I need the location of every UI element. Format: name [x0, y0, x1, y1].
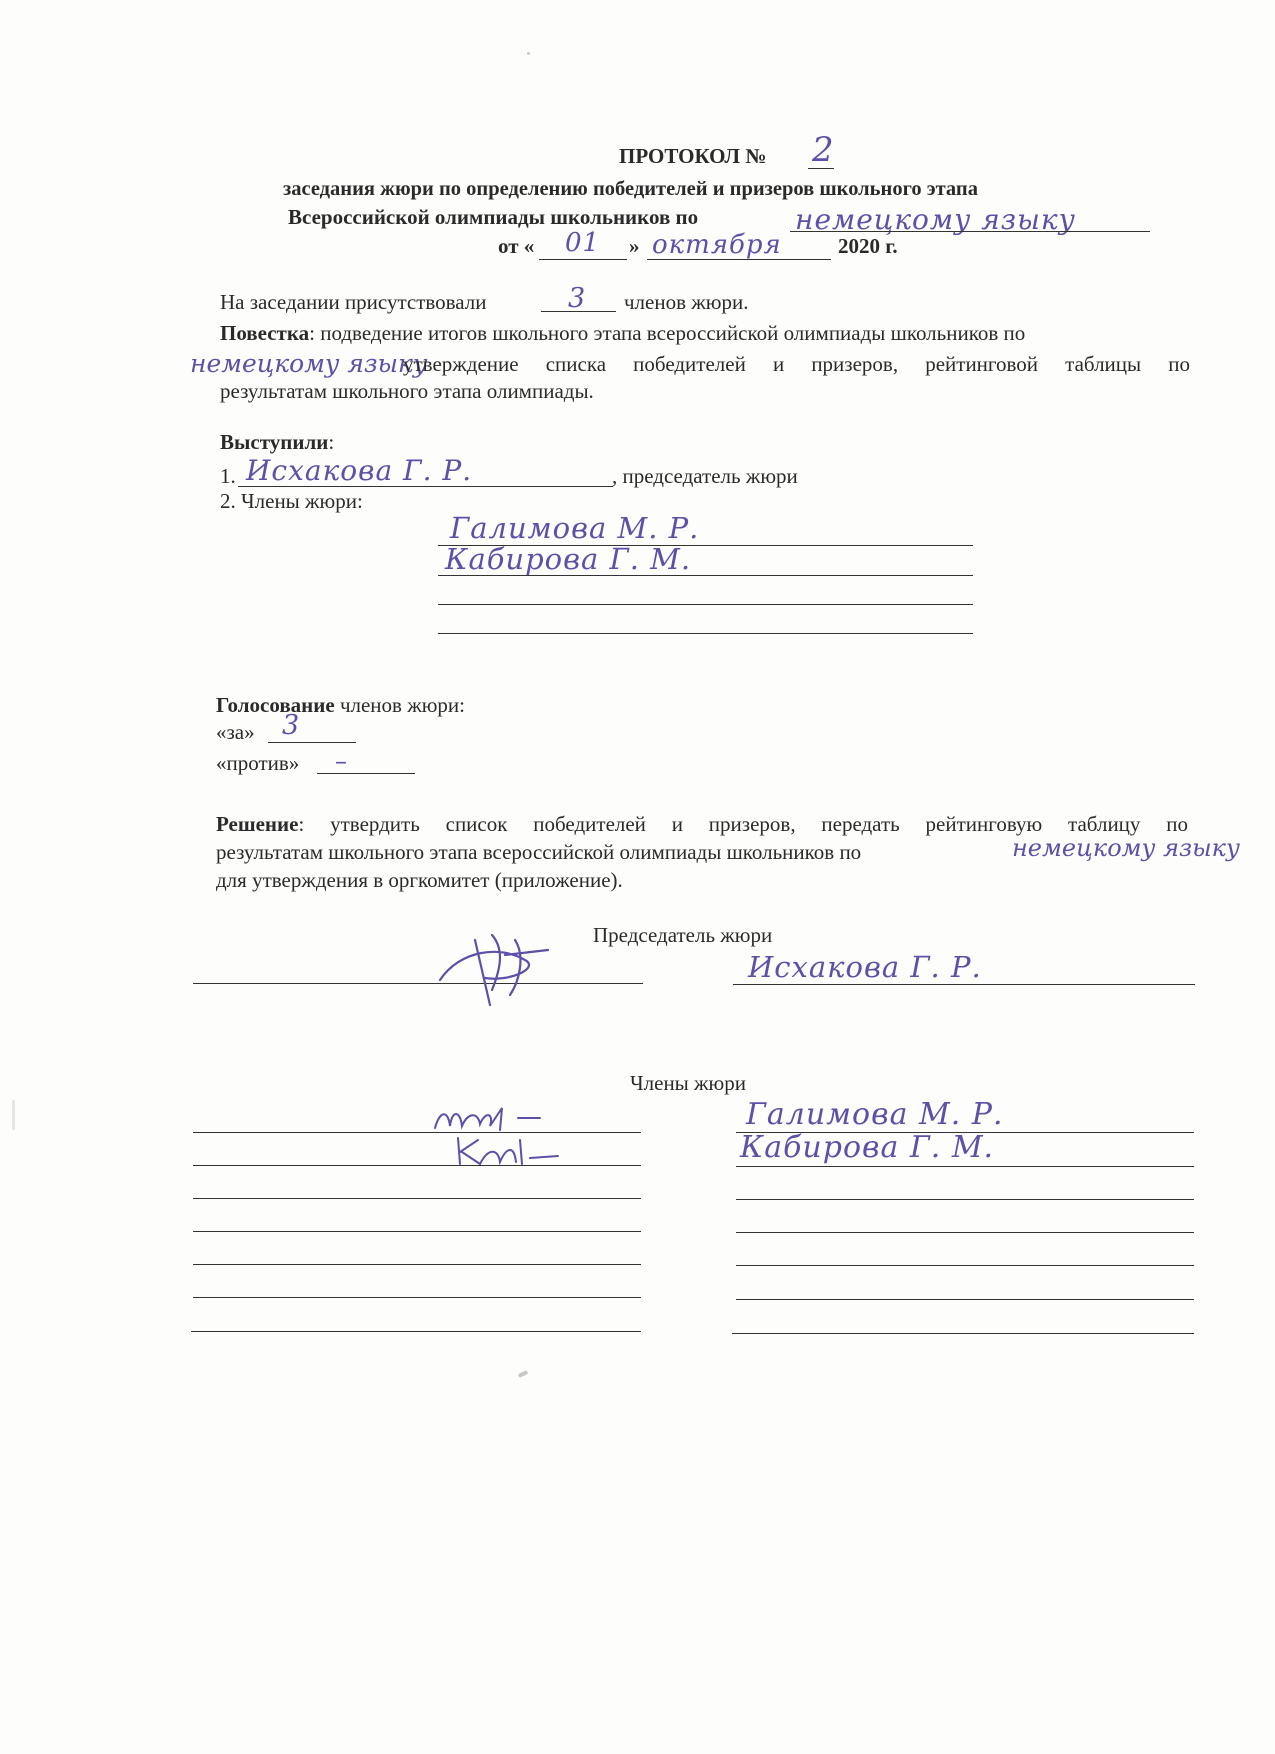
speaker-1-number: 1.	[220, 464, 236, 488]
member-sign-line-5	[193, 1264, 641, 1265]
speaker-2-label: 2. Члены жюри:	[220, 489, 363, 513]
date-day: 01	[565, 228, 601, 258]
header-line-2: Всероссийской олимпиады школьников по	[288, 205, 699, 229]
agenda-line-2: утверждение списка победителей и призеров, рейтинговой таблицы по	[403, 352, 1190, 376]
protocol-number: 2	[812, 130, 835, 170]
chair-name: Исхакова Г. Р.	[748, 950, 982, 984]
agenda-subject: немецкому языку	[190, 349, 428, 378]
decision-line-2: результатам школьного этапа всероссийской олимпиады школьников по	[216, 840, 862, 864]
decision-subject: немецкому языку	[1012, 834, 1240, 862]
member-sign-line-7	[191, 1331, 641, 1332]
header-subject-line	[790, 231, 1150, 232]
members-heading: Члены жюри	[630, 1071, 746, 1095]
member-name-line-1	[736, 1132, 1194, 1133]
member-name-1: Галимова М. Р.	[746, 1097, 1004, 1132]
vote-for-label: «за»	[216, 720, 255, 744]
decision-line-1	[216, 814, 1188, 835]
voting-heading	[216, 695, 465, 716]
member-line-4	[438, 633, 973, 634]
speakers-colon: :	[328, 430, 335, 454]
decision-label: Решение	[216, 812, 299, 836]
agenda-text-1: : подведение итогов школьного этапа всероссийской олимпиады школьников по	[309, 321, 1026, 345]
speaker-member-2: Кабирова Г. М.	[445, 542, 692, 576]
speakers-heading	[220, 432, 334, 453]
agenda-label: Повестка	[220, 321, 310, 345]
voting-label-suffix: членов жюри:	[334, 693, 465, 717]
member-name-line-2	[736, 1166, 1194, 1167]
scan-speck	[12, 1100, 15, 1130]
vote-against-line	[317, 773, 415, 774]
date-year: 2020 г.	[838, 234, 898, 258]
decision-text-1: : утвердить список победителей и призеров, передать рейтинговую таблицу по	[298, 812, 1188, 836]
chair-name-line	[733, 984, 1195, 985]
member-name-line-4	[736, 1232, 1194, 1233]
protocol-title	[619, 146, 766, 167]
speaker-chair-name: Исхакова Г. Р.	[246, 454, 473, 487]
attendance-count-line	[541, 311, 616, 312]
speaker-member-1: Галимова М. Р.	[450, 511, 700, 545]
member-1-signature-icon	[430, 1100, 570, 1136]
protocol-number-line	[808, 168, 834, 169]
speaker-chair-line	[238, 486, 613, 487]
member-name-line-7	[732, 1333, 1194, 1334]
header-line-1: заседания жюри по определению победителей и призеров школьного этапа	[283, 178, 978, 200]
speaker-1-role: , председатель жюри	[612, 464, 798, 488]
member-name-line-3	[736, 1199, 1194, 1200]
chair-signature-icon	[430, 920, 560, 1010]
scan-speck	[527, 52, 530, 55]
member-sign-line-6	[193, 1297, 641, 1298]
header-subject: немецкому языку	[795, 203, 1076, 236]
member-name-2: Кабирова Г. М.	[740, 1130, 995, 1165]
date-prefix: от «	[498, 234, 535, 258]
member-name-line-6	[736, 1299, 1194, 1300]
attendance-prefix: На заседании присутствовали	[220, 290, 487, 314]
scan-speck	[518, 1370, 529, 1378]
decision-line-3: для утверждения в оргкомитет (приложение).	[216, 868, 623, 892]
date-mid: »	[629, 234, 640, 258]
attendance-count: 3	[568, 283, 587, 314]
vote-against-value: –	[335, 747, 348, 775]
member-sign-line-4	[193, 1231, 641, 1232]
date-month: октября	[652, 230, 782, 260]
chair-heading: Председатель жюри	[593, 923, 773, 947]
date-month-line	[647, 259, 831, 260]
speakers-label: Выступили	[220, 430, 329, 454]
attendance-suffix: членов жюри.	[624, 290, 749, 314]
member-sign-line-2	[193, 1165, 641, 1166]
vote-for-value: 3	[282, 710, 301, 741]
chair-signature-line	[193, 983, 643, 984]
member-name-line-5	[736, 1265, 1194, 1266]
member-sign-line-1	[193, 1132, 641, 1133]
member-sign-line-3	[193, 1198, 641, 1199]
date-day-line	[539, 259, 627, 260]
protocol-title-prefix: ПРОТОКОЛ №	[619, 144, 767, 168]
member-line-3	[438, 604, 973, 605]
agenda-line-1	[220, 323, 1025, 344]
member-line-2	[438, 575, 973, 576]
agenda-line-3: результатам школьного этапа олимпиады.	[220, 379, 594, 403]
vote-for-line	[268, 742, 356, 743]
voting-label: Голосование	[216, 693, 335, 717]
vote-against-label: «против»	[216, 751, 300, 775]
